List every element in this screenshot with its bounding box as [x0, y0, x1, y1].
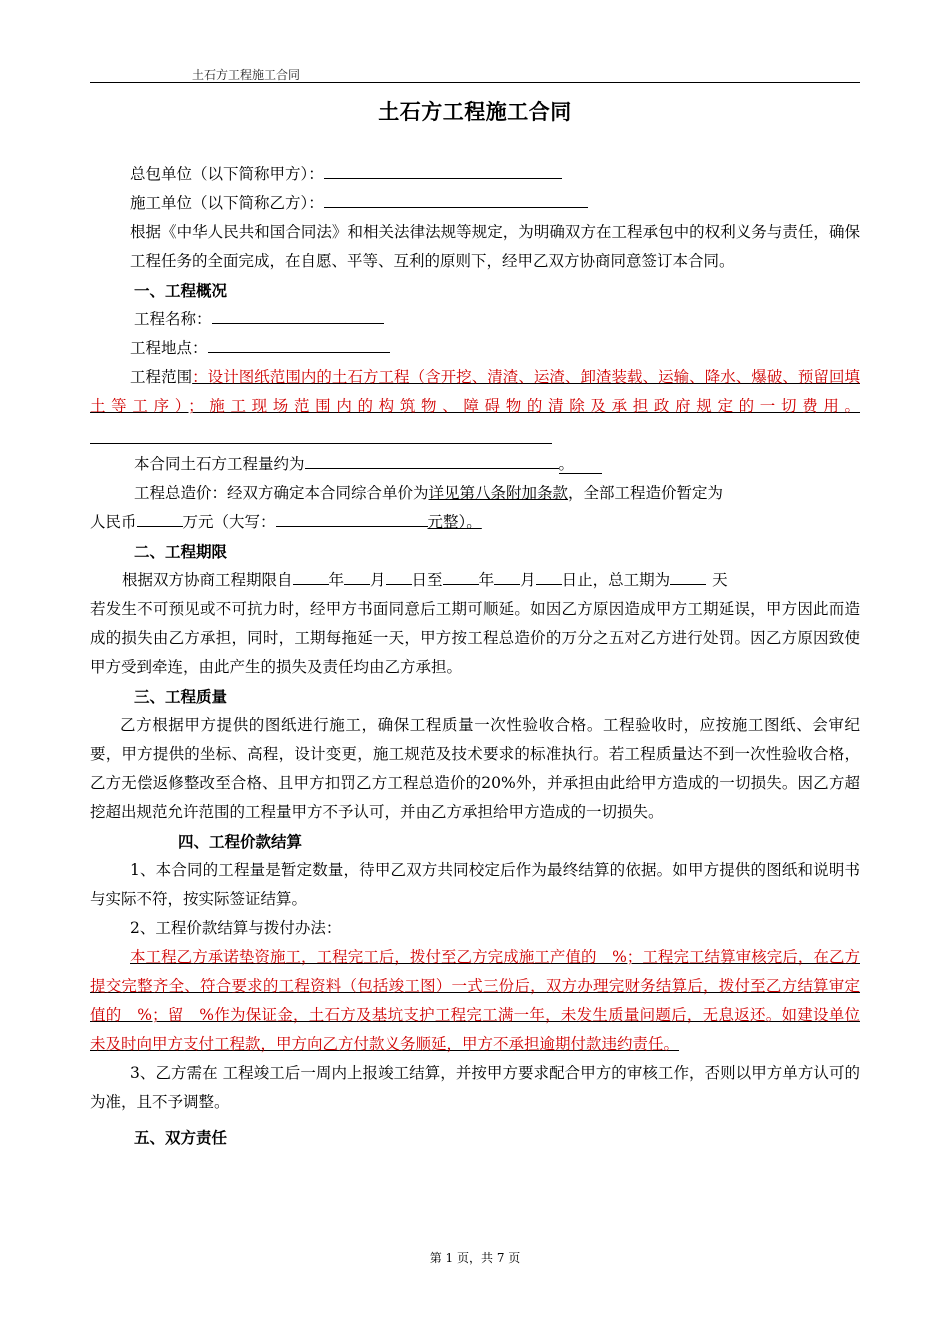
section1-heading: 一、工程概况 [134, 281, 228, 300]
section2-heading: 二、工程期限 [134, 542, 228, 561]
project-scope-label: 工程范围 [130, 368, 193, 386]
quantity-blank [305, 450, 559, 469]
year-label: 年 [328, 571, 345, 589]
price-link-text: 详见第八条附加条款 [428, 484, 569, 502]
section5-heading: 五、双方责任 [134, 1128, 228, 1147]
project-scope-paragraph [90, 363, 860, 450]
price-text-a: 工程总造价：经双方确定本合同综合单价为 [134, 484, 429, 502]
document-body [90, 160, 860, 1152]
month-label: 月 [370, 571, 386, 589]
price-paragraph [90, 479, 860, 537]
section4-heading: 四、工程价款结算 [178, 832, 303, 851]
party-b-line [90, 189, 860, 218]
project-scope-tail-blank [90, 425, 552, 444]
end-year-blank [443, 566, 479, 585]
settlement-item-3: 3、乙方需在 工程竣工后一周内上报竣工结算，并按甲方要求配合甲方的审核工作，否则以甲方单方认可的为准，且不予调整。 [90, 1064, 860, 1111]
project-name-blank [212, 305, 384, 324]
project-site-line [90, 334, 860, 363]
price-text-d: 万元（大写： [182, 513, 276, 531]
start-day-blank [386, 566, 412, 585]
section3-heading: 三、工程质量 [134, 687, 228, 706]
price-text-e: 元整）。 [427, 513, 482, 531]
schedule-paragraph: 若发生不可预见或不可抗力时，经甲方书面同意后工期可顺延。如因乙方原因造成甲方工期延误，甲方因此而造成的损失由乙方承担，同时，工期每拖延一天，甲方按工程总造价的万分之五对乙方进行处罚。因乙方原因致使甲方受到牵连，由此产生的损失及责任均由乙方承担。 [90, 600, 860, 676]
running-header: 土石方工程施工合同 [192, 68, 301, 82]
party-a-label: 总包单位（以下简称甲方）： [130, 165, 324, 183]
days-label: 天 [712, 571, 728, 589]
party-a-blank [324, 160, 562, 179]
to-day-label: 日止，总工期为 [561, 571, 671, 589]
year-label: 年 [478, 571, 495, 589]
schedule-line [90, 566, 860, 595]
project-name-label: 工程名称： [134, 310, 212, 328]
price-words-blank [276, 508, 428, 527]
start-month-blank [344, 566, 370, 585]
party-b-label: 施工单位（以下简称乙方）： [130, 194, 324, 212]
settlement-item-2: 2、工程价款结算与拨付办法： [130, 919, 342, 937]
from-day-label: 日至 [411, 571, 443, 589]
settlement-item-2-text: 本工程乙方承诺垫资施工，工程完工后，拨付至乙方完成施工产值的 %；工程完工结算审核完后，在乙方提交完整齐全、符合要求的工程资料（包括竣工图）一式三份后，双方办理完财务结算后，拨付至乙方结算审定值的 %；留 %作为保证金，土石方及基坑支护工程完工满一年，未发生质量问题后，无息返还。如建设单位未及时向甲方支付工程款，甲方向乙方付款义务顺延，甲方不承担逾期付款违约责任。 [90, 948, 860, 1053]
document-title: 土石方工程施工合同 [378, 99, 572, 124]
end-day-blank [536, 566, 562, 585]
quality-paragraph: 乙方根据甲方提供的图纸进行施工，确保工程质量一次性验收合格。工程验收时，应按施工图纸、会审纪要，甲方提供的坐标、高程，设计变更，施工规范及技术要求的标准执行。若工程质量达不到一次性验收合格，乙方无偿返修整改至合格、且甲方扣罚乙方工程总造价的20%外，并承担由此给甲方造成的一切损失。因乙方超挖超出规范允许范围的工程量甲方不予认可，并由乙方承担给甲方造成的一切损失。 [90, 716, 860, 821]
settlement-item-1: 1、本合同的工程量是暂定数量，待甲乙双方共同校定后作为最终结算的依据。如甲方提供的图纸和说明书与实际不符，按实际签证结算。 [90, 861, 860, 908]
quantity-line [90, 450, 860, 479]
intro-paragraph: 根据《中华人民共和国合同法》和相关法律法规等规定，为明确双方在工程承包中的权利义务与责任，确保工程任务的全面完成，在自愿、平等、互利的原则下，经甲乙双方协商同意签订本合同。 [130, 223, 860, 270]
total-days-blank [670, 566, 706, 585]
project-scope-text: ：设计图纸范围内的土石方工程（含开挖、清渣、运渣、卸渣装载、运输、降水、爆破、预留回填土等工序）；施工现场范围内的构筑物、障碍物的清除及承担政府规定的一切费用。 [90, 368, 860, 415]
quantity-end: 。 [559, 455, 603, 474]
project-site-blank [208, 334, 390, 353]
header-rule [90, 82, 860, 83]
project-name-line [90, 305, 860, 334]
price-text-c: 人民币 [90, 513, 137, 531]
start-year-blank [293, 566, 329, 585]
page-footer: 第 1 页，共 7 页 [429, 1251, 521, 1265]
price-text-b: ，全部工程造价暂定为 [568, 484, 724, 502]
schedule-text: 根据双方协商工程期限自 [122, 571, 293, 589]
quantity-label: 本合同土石方工程量约为 [134, 455, 305, 473]
price-amount-blank [137, 508, 183, 527]
party-a-line [90, 160, 860, 189]
end-month-blank [494, 566, 520, 585]
month-label: 月 [520, 571, 536, 589]
party-b-blank [324, 189, 588, 208]
project-site-label: 工程地点： [130, 339, 208, 357]
